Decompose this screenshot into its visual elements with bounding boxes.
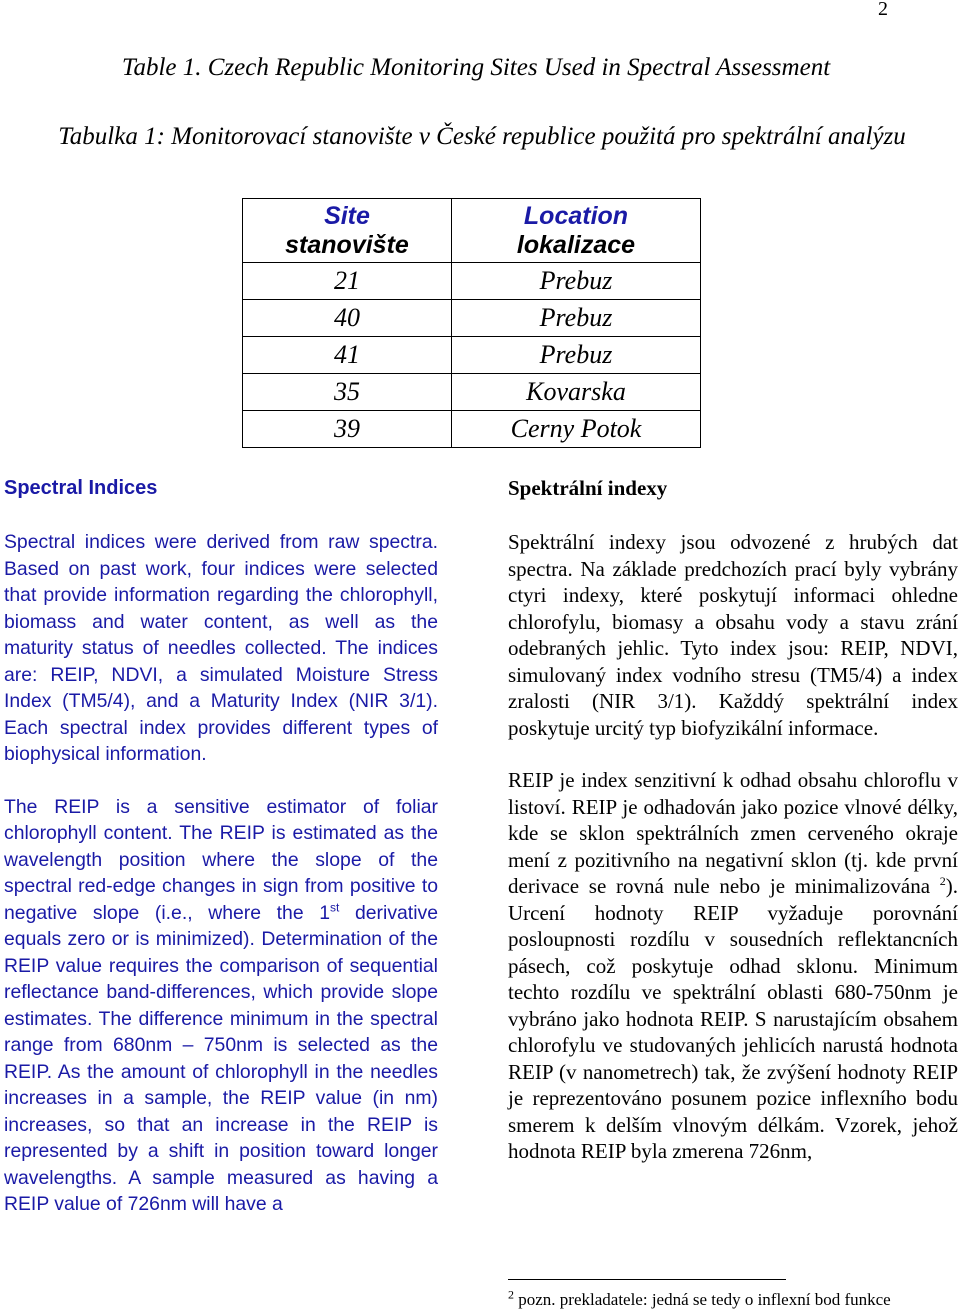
cell-location: Kovarska (452, 374, 701, 411)
header-location-cz: lokalizace (516, 230, 636, 259)
header-location-en: Location (523, 201, 629, 230)
reip-text-part-1: The REIP is a sensitive estimator of foliar chlorophyll content. The REIP is estimated as the wavelength position where the slope of the spectral red-edge changes in sign from positive to negative slope (i.e., where the 1 (4, 795, 438, 924)
cell-site: 41 (243, 337, 452, 374)
reip-text-part-2-czech: ). Urcení hodnoty REIP vyžaduje porovnání posloupnosti rozdílu v sousedních reflektancních pásech, což poskytuje odhad sklonu. Minimum techto rozdílu ve spektrální oblasti 680-750nm je vybráno jako hodnota REIP. S narustajícím obsahem chlorofylu ve studovaných jehlicích narustá hodnota REIP (v nanometrech) tak, že zvýšení hodnoty REIP je reprezentováno posunem pozice inflexního bodu smerem k delším vlnovým délkám. Vzorek, jehož hodnota REIP byla zmerena 726nm, (508, 874, 958, 1163)
table-row (243, 263, 701, 300)
header-site-cz: stanovište (285, 230, 409, 259)
cell-site: 21 (243, 263, 452, 300)
section-heading-english: Spectral Indices (4, 477, 158, 499)
paragraph-indices-english: Spectral indices were derived from raw spectra. Based on past work, four indices were selected that provide information regarding the chlorophyll, biomass and water content, as well as the maturity status of needles collected. The indices are: REIP, NDVI, a simulated Moisture Stress Index (TM5/4), and a Maturity Index (NIR 3/1). Each spectral index provides different types of biophysical information. (4, 531, 438, 765)
header-site-en: Site (324, 201, 370, 230)
footnote-divider (508, 1279, 786, 1280)
table-row (243, 374, 701, 411)
czech-column (508, 475, 958, 1165)
reip-text-part-2: derivative equals zero or is minimized). Determination of the REIP value requires the comparison of sequential reflectance band-differences, which provide slope estimates. The difference minimum in the spectral range from 680nm – 750nm is selected as the REIP. As the amount of chlorophyll in the needles increases in a sample, the REIP value (in nm) increases, so that an increase in the REIP is represented by a shift in position toward longer wavelengths. A sample measured as having a REIP value of 726nm will have a (4, 901, 438, 1215)
paragraph-indices-czech: Spektrální indexy jsou odvozené z hrubých dat spectra. Na základe predchozích prací byly vybrány ctyri indexy, které poskytují informaci ohledne chlorofylu, biomasy a obsahu vody a stavu zrání odebraných jehlic. Tyto index jsou: REIP, NDVI, simulovaný index vodního stresu (TM5/4) a index zralosti (NIR 3/1). Každdý spektrální index poskytuje urcitý typ biofyzikální informace. (508, 530, 958, 740)
cell-location: Prebuz (452, 263, 701, 300)
table-row (243, 337, 701, 374)
footnote-mark: 2 (508, 1287, 514, 1302)
section-heading-czech: Spektrální indexy (508, 476, 668, 500)
cell-site: 39 (243, 411, 452, 448)
footnote-reference: 2 (939, 874, 946, 888)
cell-location: Prebuz (452, 337, 701, 374)
table-header-row (243, 199, 701, 263)
cell-location: Cerny Potok (452, 411, 701, 448)
header-site (243, 199, 452, 263)
monitoring-sites-table (242, 198, 701, 448)
table-title-czech: Tabulka 1: Monitorovací stanovište v České republice použitá pro spektrální analýzu (58, 123, 906, 150)
cell-site: 40 (243, 300, 452, 337)
footnote-text: pozn. prekladatele: jedná se tedy o inflexní bod funkce (514, 1290, 891, 1309)
table-title-english: Table 1. Czech Republic Monitoring Sites Used in Spectral Assessment (121, 54, 831, 81)
footnote (508, 1287, 891, 1310)
english-column (4, 475, 438, 1218)
table-row (243, 411, 701, 448)
reip-text-part-1-czech: REIP je index senzitivní k odhad obsahu chloroflu v listoví. REIP je odhadován jako pozice vlnové délky, kde se sklon spektrálních zmen cerveného okraje mení z pozitivního na negativní sklon (tj. kde první derivace se rovná nule nebo je minimalizována (508, 768, 958, 898)
header-location (452, 199, 701, 263)
page-number: 2 (878, 0, 888, 20)
paragraph-reip-czech (508, 767, 958, 1165)
table-row (243, 300, 701, 337)
ordinal-superscript: st (330, 900, 340, 915)
cell-site: 35 (243, 374, 452, 411)
cell-location: Prebuz (452, 300, 701, 337)
paragraph-reip-english (4, 794, 438, 1218)
